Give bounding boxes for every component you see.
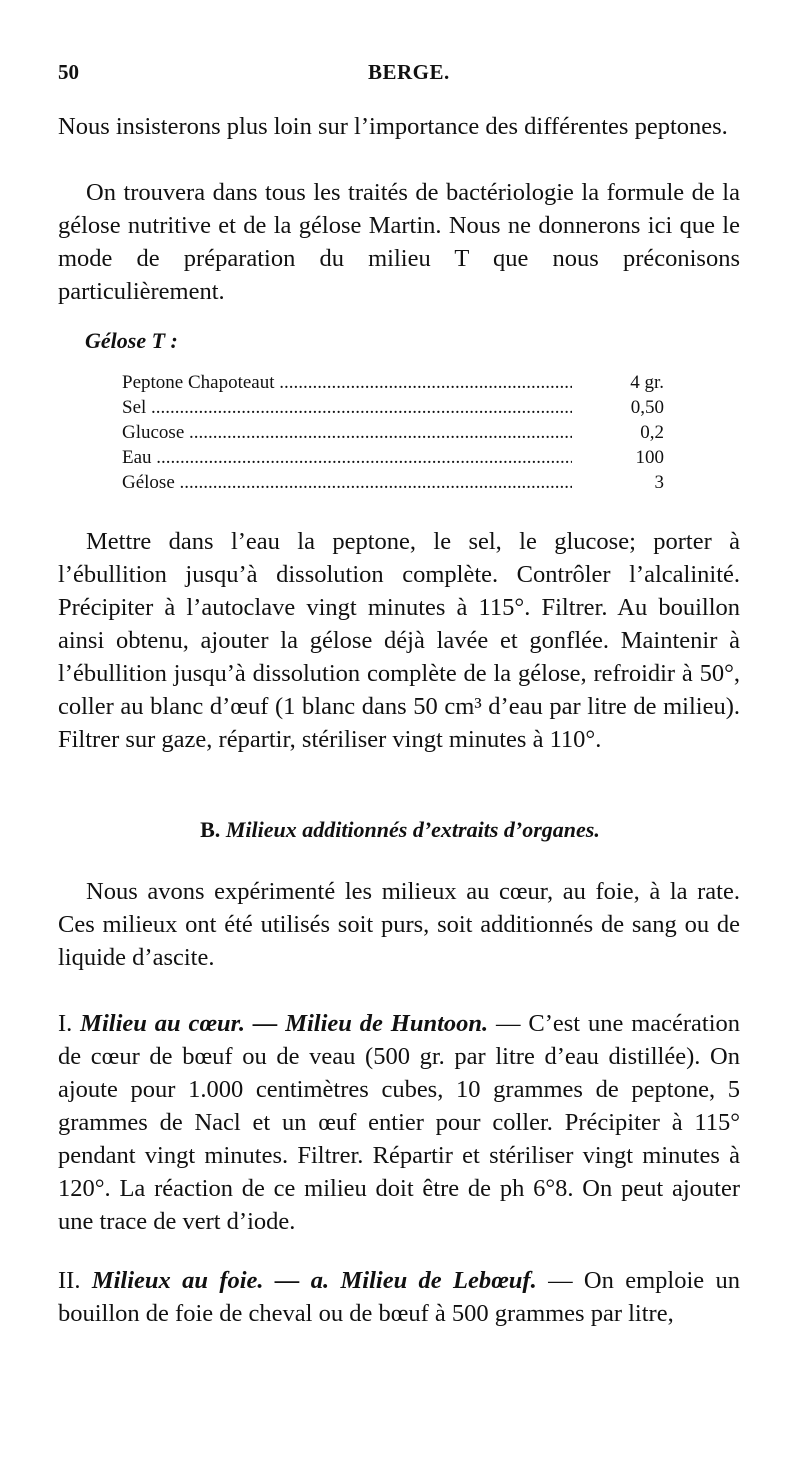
page-number: 50	[58, 60, 79, 84]
item-number: II.	[58, 1267, 81, 1294]
item-text: — C’est une macération de cœur de bœuf ou de veau (500 gr. par litre d’eau distillée). On ajoute pour 1.000 centimètres cubes, 10 grammes de peptone, 5 grammes de Nacl et un œuf entier pour coller. Précipiter à 115° pendant vingt minutes. Filtrer. Répartir et stériliser vingt minutes à 120°. La réaction de ce milieu doit être de ph 6°8. On peut ajouter une trace de vert d’iode.	[58, 1010, 741, 1235]
recipe-row	[122, 370, 682, 395]
section-heading	[0, 817, 800, 843]
item-number: I.	[58, 1010, 73, 1037]
ingredient-name: Glucose .....	[122, 420, 572, 445]
running-title: BERGE.	[368, 60, 450, 84]
paragraph-heart-medium	[58, 1007, 740, 1238]
running-header	[58, 60, 740, 90]
section-letter: B.	[200, 817, 221, 842]
item-title: Milieu au cœur. — Milieu de Huntoon.	[80, 1010, 489, 1037]
paragraph-liver-medium	[58, 1264, 740, 1330]
ingredient-qty: 0,50	[630, 397, 664, 418]
ingredient-qty: 3	[654, 472, 664, 493]
ingredient-qty: 100	[635, 447, 664, 468]
ingredient-qty: 4 gr.	[630, 372, 664, 393]
item-text: — On emploie un bouillon de foie de cheval ou de bœuf à 500 grammes par litre,	[58, 1267, 740, 1327]
recipe-row	[122, 445, 682, 470]
ingredient-name: Gélose .....	[122, 470, 572, 495]
ingredient-name: Sel .....	[122, 395, 572, 420]
paragraph-preparation: Mettre dans l’eau la peptone, le sel, le glucose; porter à l’ébullition jusqu’à dissolution complète. Contrôler l’alcalinité. Précipiter à l’autoclave vingt minutes à 115°. Filtrer. Au bouillon ainsi obtenu, ajouter la gélose déjà lavée et gonflée. Maintenir à l’ébullition jusqu’à dissolution complète de la gélose, refroidir à 50°, coller au blanc d’œuf (1 blanc dans 50 cm³ d’eau par litre de milieu). Filtrer sur gaze, répartir, stériliser vingt minutes à 110°.	[58, 528, 740, 753]
item-title: Milieux au foie. — a. Milieu de Lebœuf.	[91, 1267, 537, 1294]
recipe-row	[122, 470, 682, 495]
paragraph-peptones: Nous insisterons plus loin sur l’importance des différentes peptones.	[58, 113, 728, 140]
paragraph-treatises: On trouvera dans tous les traités de bactériologie la formule de la gélose nutritive et de la gélose Martin. Nous ne donnerons ici que le mode de préparation du milieu T que nous préconisons particulièrement.	[58, 179, 740, 305]
recipe-table	[122, 370, 682, 495]
recipe-row	[122, 420, 682, 445]
recipe-row	[122, 395, 682, 420]
paragraph-organs: Nous avons expérimenté les milieux au cœur, au foie, à la rate. Ces milieux ont été utilisés soit purs, soit additionnés de sang ou de liquide d’ascite.	[58, 878, 740, 971]
section-title: Milieux additionnés d’extraits d’organes.	[225, 817, 600, 842]
ingredient-name: Peptone Chapoteaut .....	[122, 370, 572, 395]
recipe-label: Gélose T :	[85, 328, 178, 353]
ingredient-qty: 0,2	[640, 422, 664, 443]
ingredient-name: Eau .....	[122, 445, 572, 470]
